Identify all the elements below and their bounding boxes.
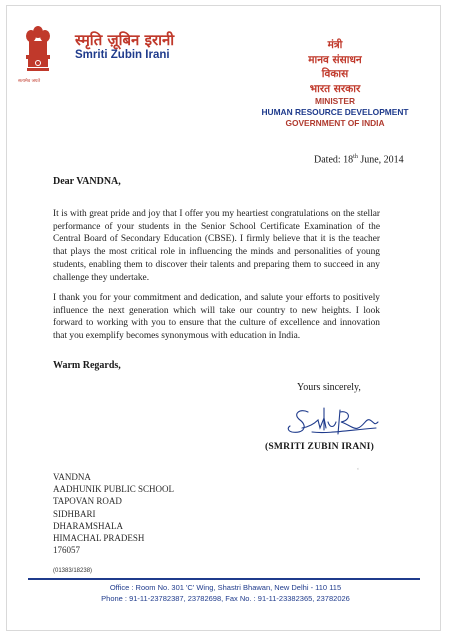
minister-name-english: Smriti Zubin Irani xyxy=(75,49,170,61)
office-designation xyxy=(240,38,430,129)
address-line: DHARAMSHALA xyxy=(53,520,124,531)
body-paragraph-1: It is with great pride and joy that I offer you my heartiest congratulations on the stellar performance of your students in the Senior School Certificate Examination of the Central Board of Secondary Education (CBSE). I firmly believe that it is the teacher that plays the most critical role in influencing the minds and personalities of young students, enabling them to discover their talents and preparing them to succeed in any challenge they undertake. xyxy=(53,209,380,283)
signatory-name: (SMRITI ZUBIN IRANI) xyxy=(265,441,375,452)
office-hindi-line: मानव संसाधन xyxy=(308,53,362,66)
office-english-line: MINISTER xyxy=(314,96,355,106)
address-line: TAPOVAN ROAD xyxy=(53,496,122,507)
footer-phone: Phone : 91-11-23782387, 23782698, Fax No. : 91-11-23382365, 23782026 xyxy=(101,594,350,603)
address-line: VANDNA xyxy=(53,472,91,482)
reference-number: (01383/18238) xyxy=(53,568,93,574)
minister-name-hindi: स्मृति ज़ूबिन इरानी xyxy=(75,31,175,49)
office-hindi-line: भारत सरकार xyxy=(309,82,361,95)
body-paragraph-2: I thank you for your commitment and dedication, and salute your efforts to positively influence the next generation which will take our country to new heights. I look forward to working with you to ensure that the culture of excellence and innovation that you exemplify becomes synonymous with education in India. xyxy=(53,293,380,342)
yours-sincerely: Yours sincerely, xyxy=(297,382,361,393)
date-rest: June, 2014 xyxy=(357,154,404,166)
ink-mark: ‘ xyxy=(357,468,359,474)
address-line: HIMACHAL PRADESH xyxy=(53,533,145,544)
address-line: SIDHBARI xyxy=(53,508,96,519)
handwritten-signature xyxy=(278,394,388,444)
emblem-caption: सत्यमेव जयते xyxy=(18,79,41,84)
date-prefix: Dated: 18 xyxy=(314,154,354,166)
address-line: AADHUNIK PUBLIC SCHOOL xyxy=(53,484,175,495)
salutation: Dear VANDNA, xyxy=(53,176,121,187)
footer-divider xyxy=(28,578,420,580)
office-english-line: HUMAN RESOURCE DEVELOPMENT xyxy=(261,107,409,117)
national-emblem-icon xyxy=(24,24,52,76)
office-english-line: GOVERNMENT OF INDIA xyxy=(285,118,385,128)
footer xyxy=(0,582,451,604)
office-hindi-line: विकास xyxy=(321,68,349,80)
recipient-address xyxy=(53,471,174,556)
closing: Warm Regards, xyxy=(53,360,121,371)
footer-office-address: Office : Room No. 301 'C' Wing, Shastri Bhawan, New Delhi - 110 115 xyxy=(109,583,342,592)
date-suffix: th xyxy=(353,154,358,160)
address-line: 176057 xyxy=(53,545,80,556)
office-hindi-line: मंत्री xyxy=(327,39,343,51)
letter-date xyxy=(314,154,404,165)
